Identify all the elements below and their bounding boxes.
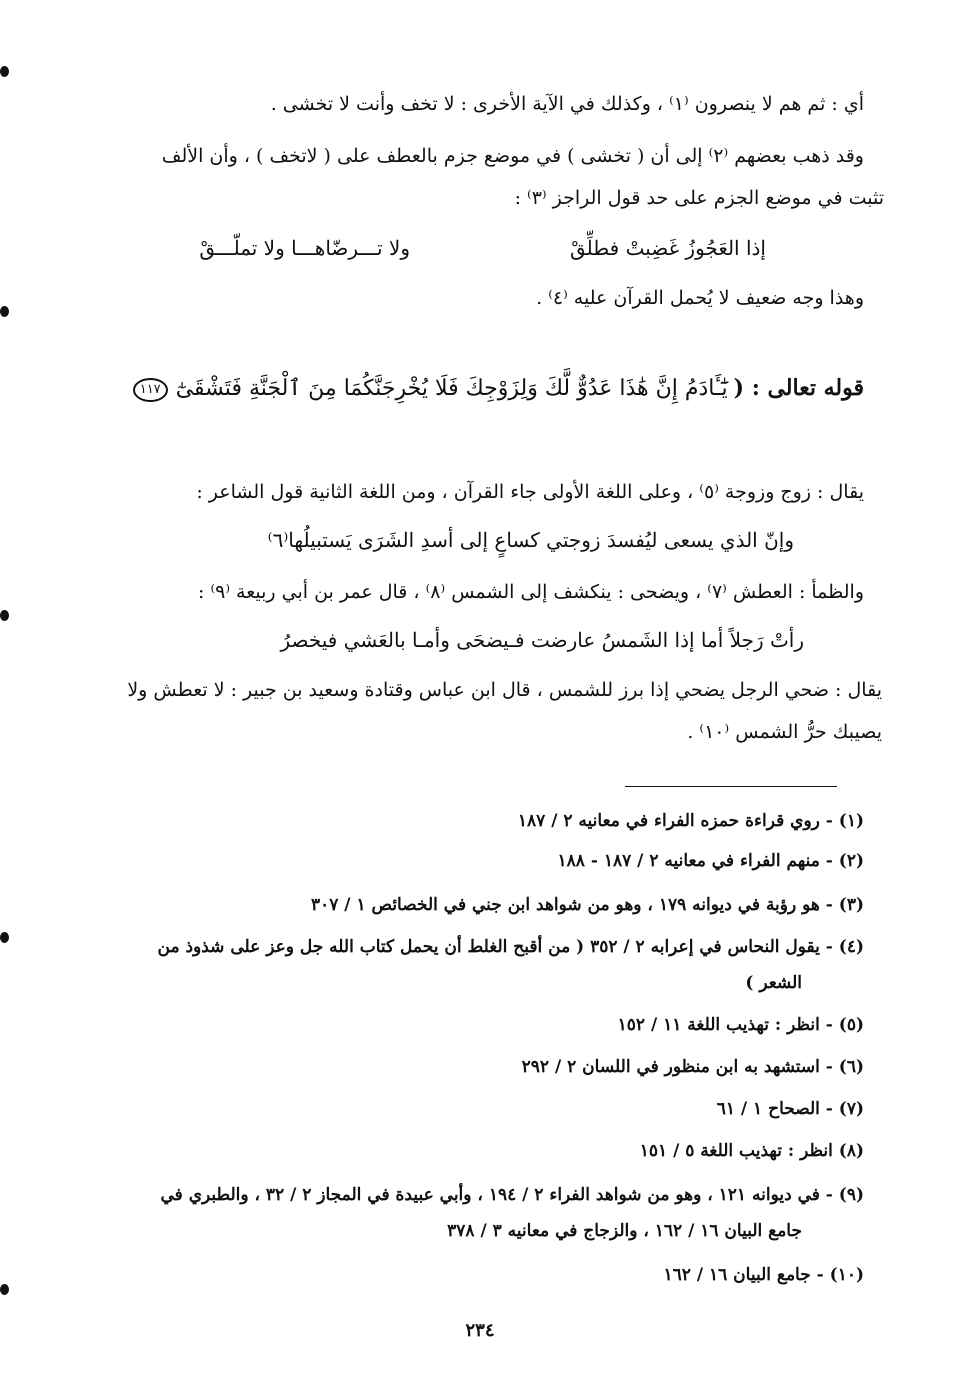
body-line-4: وهذا وجه ضعيف لا يُحمل القرآن عليه ⁽٤⁾ . — [536, 287, 864, 309]
body-line-3: تثبت في موضع الجزم على حد قول الراجز ⁽٣⁾ : — [514, 187, 884, 209]
footnote-7: (٧) - الصحاح ١ / ٦١ — [716, 1099, 864, 1119]
quran-heading — [133, 374, 864, 403]
verse-1-second-hemistich: ولا تـــرضّاهـــا ولا تملّـــقْ — [199, 236, 410, 260]
scan-margin-mark — [0, 932, 9, 943]
footnote-2: (٢) - منهم الفراء في معانيه ٢ / ١٨٧ - ١٨٨ — [557, 851, 864, 871]
quran-verse-text: يَٰٓـَٔادَمُ إِنَّ هَٰذَا عَدُوٌّ لَّكَ وَلِزَوْجِكَ فَلَا يُخْرِجَنَّكُمَا مِنَ ٱلْجَنَّةِ فَتَشْقَىٰٓ — [175, 376, 728, 401]
body-line-6: والظمأ : العطش ⁽٧⁾ ، ويضحى : ينكشف إلى الشمس ⁽٨⁾ ، قال عمر بن أبي ربيعة ⁽٩⁾ : — [198, 581, 864, 603]
footnote-4-continued: الشعر ) — [745, 973, 802, 993]
body-line-1: أي : ثم هم لا ينصرون ⁽١⁾ ، وكذلك في الآية الأخرى : لا تخف وأنت لا تخشى . — [270, 93, 864, 115]
scan-margin-mark — [0, 610, 9, 621]
body-line-2: وقد ذهب بعضهم ⁽٢⁾ إلى أن ( تخشى ) في موضع جزم بالعطف على ( لاتخف ) ، وأن الألف — [161, 145, 864, 167]
body-line-8: يصيبك حرُّ الشمس ⁽١٠⁾ . — [687, 721, 882, 743]
footnote-8: (٨) انظر : تهذيب اللغة ٥ / ١٥١ — [639, 1141, 864, 1161]
body-line-7: يقال : ضحي الرجل يضحي إذا برز للشمس ، قال ابن عباس وقتادة وسعيد بن جبير : لا تعطش ولا — [127, 679, 882, 701]
footnote-6: (٦) - استشهد به ابن منظور في اللسان ٢ / ٢٩٢ — [521, 1057, 864, 1077]
heading-label: قوله تعالى : ( — [733, 375, 864, 401]
footnote-5: (٥) - انظر : تهذيب اللغة ١١ / ١٥٢ — [617, 1015, 864, 1035]
footnote-9-continued: جامع البيان ١٦ / ١٦٢ ، والزجاج في معانيه ٣ / ٣٧٨ — [447, 1221, 802, 1241]
body-line-5: يقال : زوج وزوجة ⁽٥⁾ ، وعلى اللغة الأولى جاء القرآن ، ومن اللغة الثانية قول الشاعر : — [196, 481, 864, 503]
verse-2: وإنّ الذي يسعى ليُفسدَ زوجتي كساعٍ إلى أسدِ الشَرَى يَستبيلُها⁽٦⁾ — [267, 528, 794, 552]
verse-3: رأتْ رَجلاً أما إذا الشَمسُ عارضت فـيضحَى وأمـا بالعَشي فيخصرُ — [280, 628, 804, 652]
verse-1-first-hemistich: إذا العَجُوزُ غَضِبتْ فطلِّقْ — [569, 236, 766, 260]
footnote-3: (٣) - هو رؤبة في ديوانه ١٧٩ ، وهو من شواهد ابن جني في الخصائص ١ / ٣٠٧ — [310, 895, 864, 915]
footnote-4: (٤) - يقول النحاس في إعرابه ٢ / ٣٥٢ ( من أقبح الغلط أن يحمل كتاب الله جل وعز على شذوذ من — [157, 937, 864, 957]
footnote-separator — [625, 786, 837, 787]
scan-margin-mark — [0, 306, 9, 317]
footnote-1: (١) - روي قراءة حمزه الفراء في معانيه ٢ / ١٨٧ — [517, 811, 864, 831]
scan-margin-mark — [0, 1284, 9, 1295]
footnote-10: (١٠) - جامع البيان ١٦ / ١٦٢ — [663, 1265, 864, 1285]
ayah-number-marker: ١١٧ — [133, 378, 168, 402]
footnote-9: (٩) - في ديوانه ١٢١ ، وهو من شواهد الفراء ٢ / ١٩٤ ، وأبي عبيدة في المجاز ٢ / ٣٢ ، والطبري في — [160, 1185, 864, 1205]
scan-margin-mark — [0, 66, 9, 77]
page-number: ٢٣٤ — [465, 1320, 495, 1341]
